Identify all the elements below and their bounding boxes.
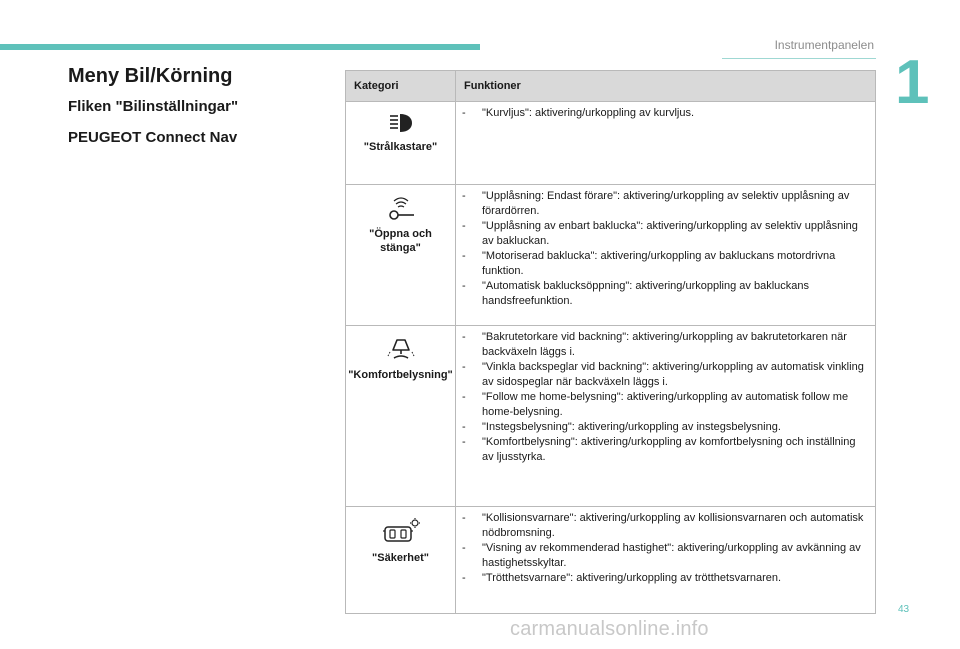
category-label: "Öppna och stänga" — [369, 228, 432, 254]
function-item: - "Trötthetsvarnare": aktivering/urkoppling av trötthetsvarnaren. — [462, 571, 869, 586]
key-signal-icon — [386, 195, 416, 221]
function-item: - "Upplåsning av enbart baklucka": aktivering/urkoppling av selektiv upplåsning av bakluckan. — [462, 219, 869, 249]
function-item: - "Upplåsning: Endast förare": aktivering/urkoppling av selektiv upplåsning av förardörren. — [462, 189, 869, 219]
category-cell — [346, 507, 456, 614]
category-cell — [346, 326, 456, 507]
function-item: - "Kollisionsvarnare": aktivering/urkoppling av kollisionsvarnaren och automatisk nödbromsning. — [462, 511, 869, 541]
function-item: - "Vinkla backspeglar vid backning": aktivering/urkoppling av automatisk vinkling av sidospeglar när backväxeln läggs i. — [462, 360, 869, 390]
function-item: - "Motoriserad baklucka": aktivering/urkoppling av bakluckans motordrivna funktion. — [462, 249, 869, 279]
category-label: "Säkerhet" — [372, 552, 429, 564]
function-item: - "Bakrutetorkare vid backning": aktivering/urkoppling av bakrutetorkaren när backväxeln läggs i. — [462, 330, 869, 360]
headlamp-icon — [388, 112, 414, 134]
table-row — [346, 326, 876, 507]
category-cell — [346, 102, 456, 185]
column-header-category: Kategori — [346, 71, 456, 102]
category-cell — [346, 185, 456, 326]
category-label: "Strålkastare" — [363, 141, 438, 153]
page-number: 43 — [898, 604, 910, 615]
section-header: Instrumentpanelen — [774, 38, 874, 52]
header-rule — [722, 58, 876, 59]
system-heading: PEUGEOT Connect Nav — [68, 129, 238, 146]
page-title: Meny Bil/Körning — [68, 65, 233, 87]
table-row — [346, 507, 876, 614]
function-table — [345, 70, 876, 614]
table-header-row — [346, 71, 876, 102]
functions-cell — [456, 102, 876, 185]
function-item: - "Instegsbelysning": aktivering/urkoppling av instegsbelysning. — [462, 420, 869, 435]
function-item: - "Follow me home-belysning": aktivering/urkoppling av automatisk follow me home-belysning. — [462, 390, 869, 420]
car-safety-icon — [382, 517, 420, 545]
functions-cell — [456, 185, 876, 326]
accent-bar — [0, 44, 480, 50]
function-item: - "Komfortbelysning": aktivering/urkoppling av komfortbelysning och inställning av ljusstyrka. — [462, 435, 869, 465]
function-item: - "Automatisk baklucksöppning": aktivering/urkoppling av bakluckans handsfreefunktion. — [462, 279, 869, 309]
table-row — [346, 185, 876, 326]
tab-heading: Fliken "Bilinställningar" — [68, 98, 239, 115]
function-item: - "Visning av rekommenderad hastighet": aktivering/urkoppling av avkänning av hastighetsskyltar. — [462, 541, 869, 571]
chapter-number: 1 — [895, 48, 930, 117]
table-row — [346, 102, 876, 185]
function-item: - "Kurvljus": aktivering/urkoppling av kurvljus. — [462, 106, 869, 121]
page-headings — [68, 65, 338, 160]
comfort-light-icon — [386, 336, 416, 362]
watermark: carmanualsonline.info — [510, 618, 709, 640]
column-header-functions: Funktioner — [456, 71, 876, 102]
functions-cell — [456, 507, 876, 614]
category-label: "Komfortbelysning" — [348, 369, 453, 381]
functions-cell — [456, 326, 876, 507]
